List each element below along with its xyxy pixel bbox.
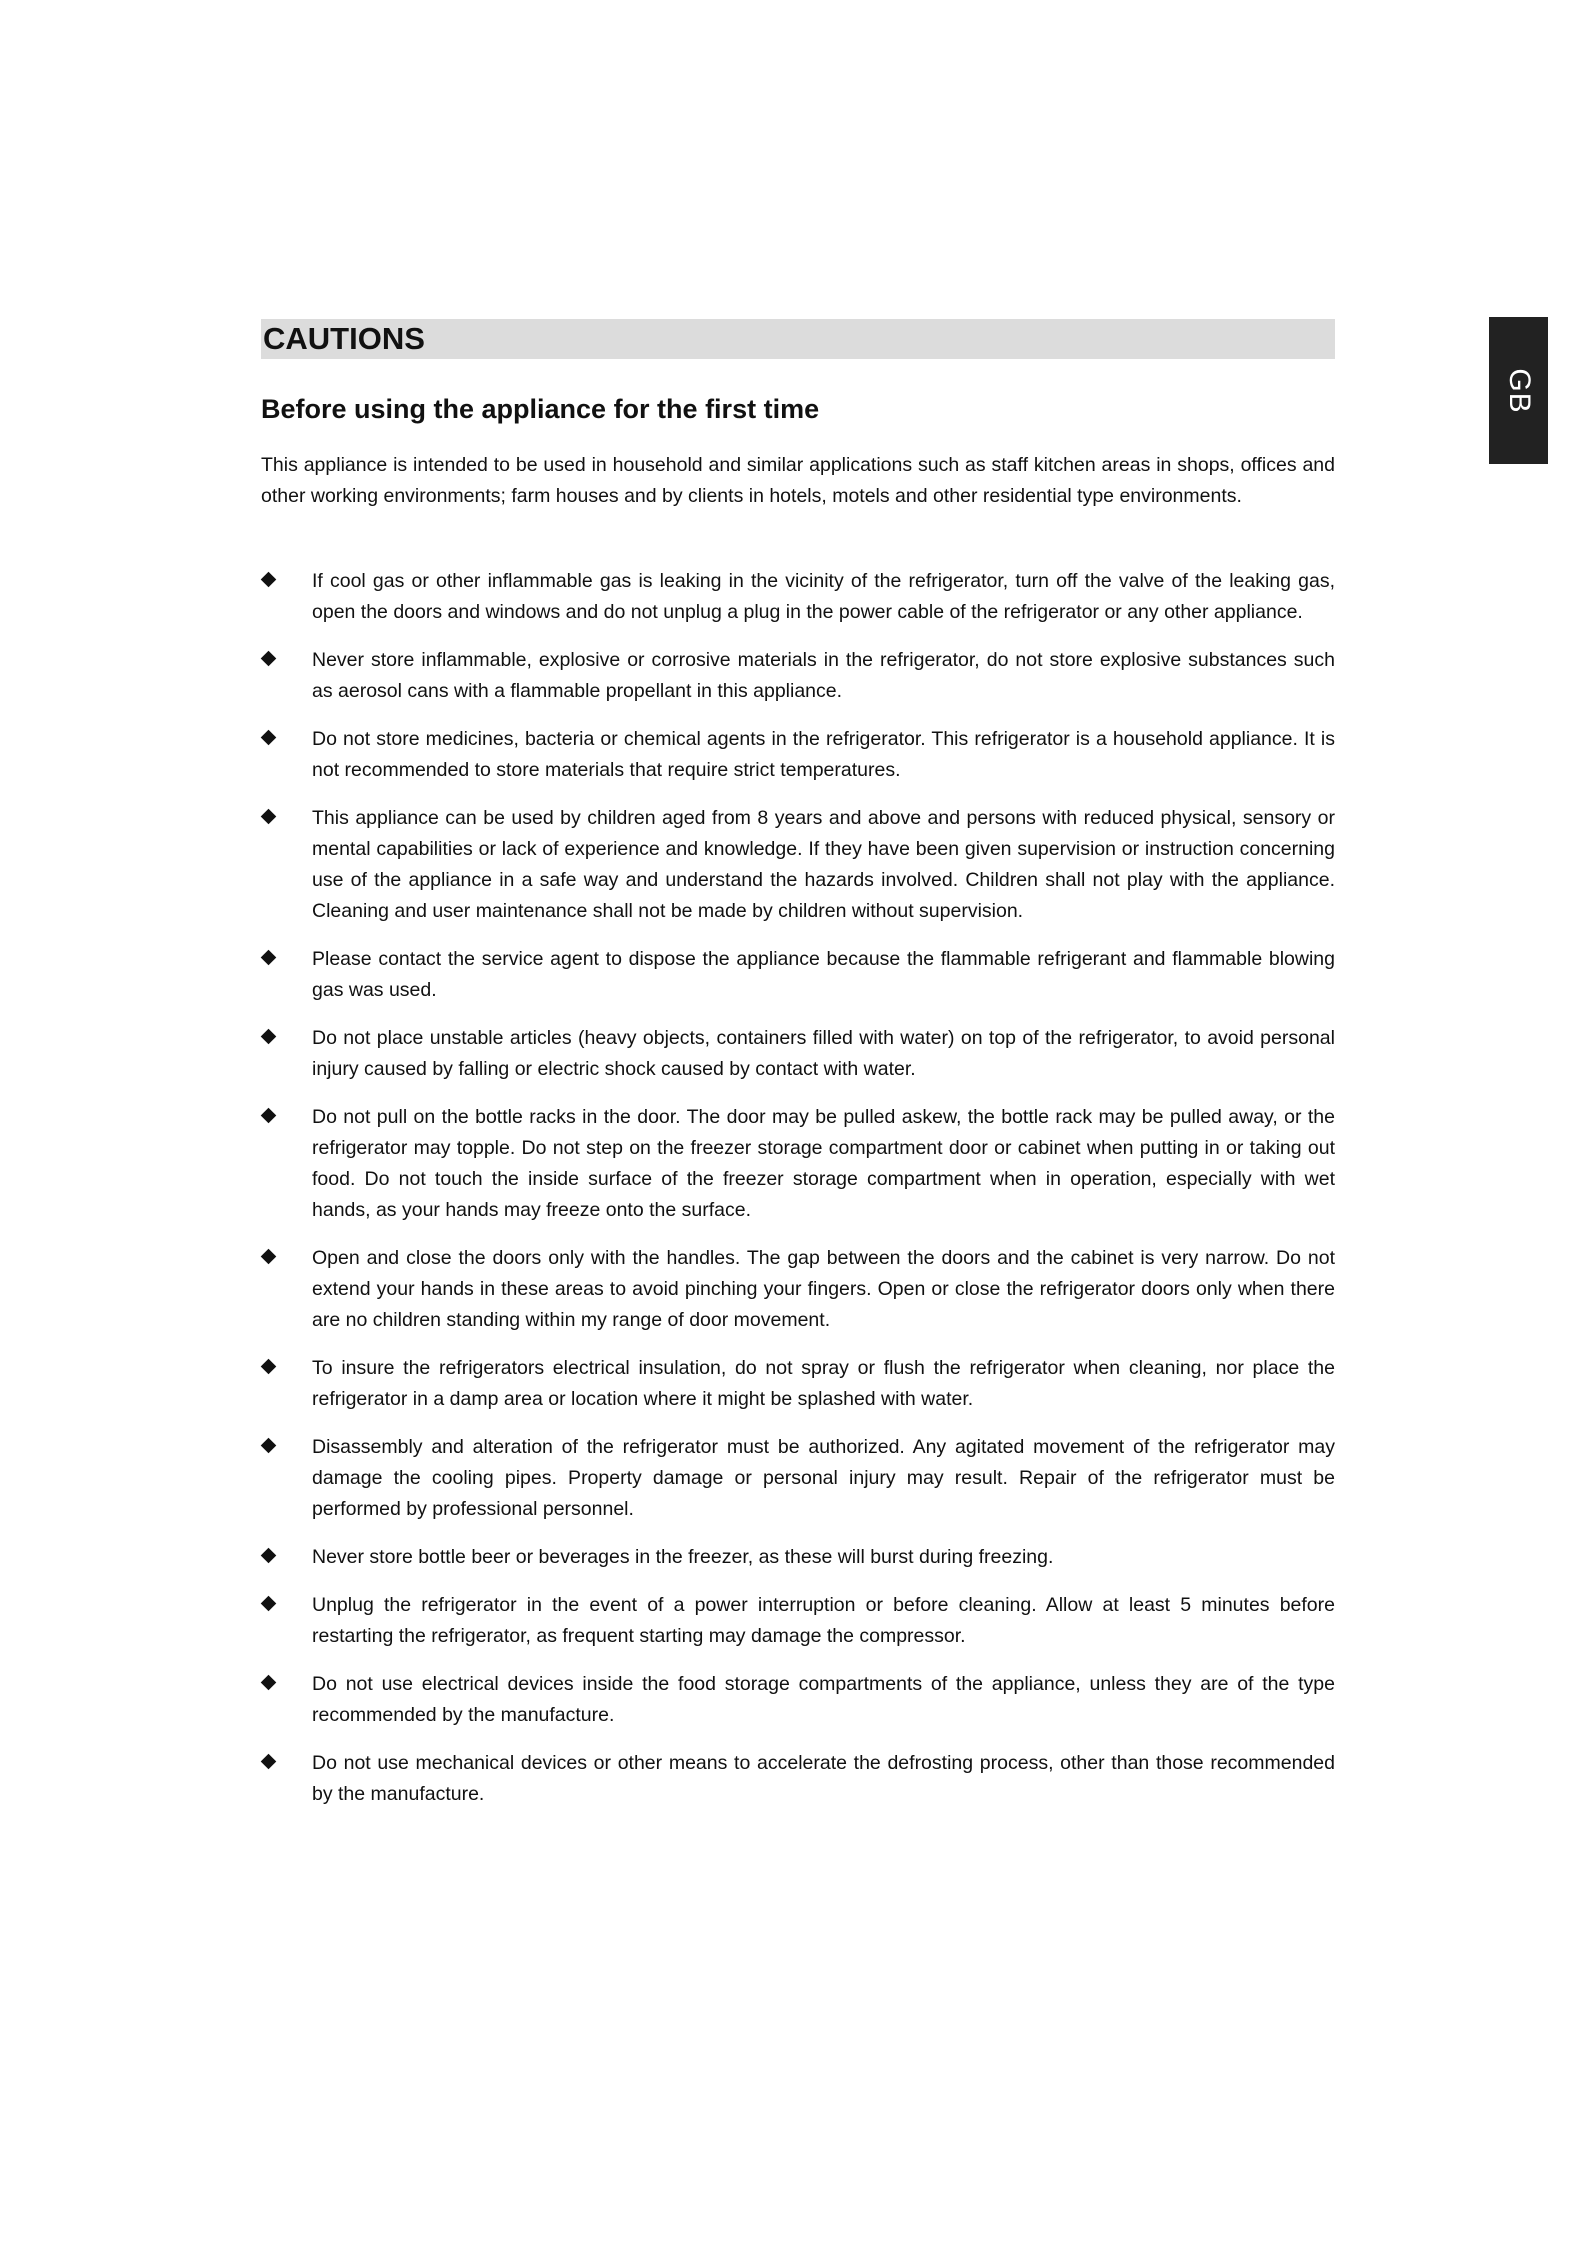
diamond-bullet-icon (261, 1029, 277, 1045)
subheading: Before using the appliance for the first time (261, 394, 820, 424)
caution-text: Do not use electrical devices inside the food storage compartments of the appliance, unless they are of the type recommended by the manufacture. (312, 1673, 1335, 1726)
diamond-bullet-icon (261, 1548, 277, 1564)
caution-item (261, 1432, 1335, 1525)
caution-text: Please contact the service agent to dispose the appliance because the flammable refrigerant and flammable blowing gas was used. (312, 948, 1335, 1001)
diamond-bullet-icon (261, 1249, 277, 1265)
caution-item (261, 944, 1335, 1006)
diamond-bullet-icon (261, 1596, 277, 1612)
diamond-bullet-icon (261, 572, 277, 588)
caution-text: Unplug the refrigerator in the event of a power interruption or before cleaning. Allow at least 5 minutes before restarting the refrigerator, as frequent starting may damage the compressor. (312, 1594, 1335, 1647)
caution-text: Do not use mechanical devices or other means to accelerate the defrosting process, other than those recommended by the manufacture. (312, 1752, 1335, 1805)
caution-item (261, 1023, 1335, 1085)
caution-item (261, 724, 1335, 786)
caution-item (261, 803, 1335, 927)
caution-text: Do not store medicines, bacteria or chemical agents in the refrigerator. This refrigerator is a household appliance. It is not recommended to store materials that require strict temperatures. (312, 728, 1335, 781)
diamond-bullet-icon (261, 1108, 277, 1124)
caution-text: Do not pull on the bottle racks in the door. The door may be pulled askew, the bottle rack may be pulled away, or the refrigerator may topple. Do not step on the freezer storage compartment door or cabinet when putting in or taking out food. Do not touch the inside surface of the freezer storage compartment when in operation, especially with wet hands, as your hands may freeze onto the surface. (312, 1106, 1335, 1221)
caution-item (261, 1102, 1335, 1226)
diamond-bullet-icon (261, 1754, 277, 1770)
caution-item (261, 1590, 1335, 1652)
caution-text: Never store bottle beer or beverages in the freezer, as these will burst during freezing. (312, 1546, 1054, 1568)
intro-paragraph: This appliance is intended to be used in household and similar applications such as staff kitchen areas in shops, offices and other working environments; farm houses and by clients in hotels, motels and other residential type environments. (261, 454, 1335, 507)
diamond-bullet-icon (261, 1359, 277, 1375)
language-tab-label: GB (1502, 367, 1536, 414)
caution-text: To insure the refrigerators electrical insulation, do not spray or flush the refrigerator when cleaning, nor place the refrigerator in a damp area or location where it might be splashed with water. (312, 1357, 1335, 1410)
diamond-bullet-icon (261, 1675, 277, 1691)
section-header-bar (261, 319, 1335, 359)
caution-text: Do not place unstable articles (heavy objects, containers filled with water) on top of the refrigerator, to avoid personal injury caused by falling or electric shock caused by contact with water. (312, 1027, 1335, 1080)
caution-item (261, 1669, 1335, 1731)
caution-item (261, 1748, 1335, 1810)
caution-text: Disassembly and alteration of the refrigerator must be authorized. Any agitated movement of the refrigerator may damage the cooling pipes. Property damage or personal injury may result. Repair of the refrigerator must be performed by professional personnel. (312, 1436, 1335, 1520)
diamond-bullet-icon (261, 730, 277, 746)
diamond-bullet-icon (261, 651, 277, 667)
diamond-bullet-icon (261, 950, 277, 966)
cautions-list (261, 566, 1335, 1827)
caution-text: This appliance can be used by children aged from 8 years and above and persons with reduced physical, sensory or mental capabilities or lack of experience and knowledge. If they have been given supervision or instruction concerning use of the appliance in a safe way and understand the hazards involved. Children shall not play with the appliance. Cleaning and user maintenance shall not be made by children without supervision. (312, 807, 1335, 922)
caution-item (261, 1243, 1335, 1336)
caution-text: If cool gas or other inflammable gas is leaking in the vicinity of the refrigerator, turn off the valve of the leaking gas, open the doors and windows and do not unplug a plug in the power cable of the refrigerator or any other appliance. (312, 570, 1335, 623)
diamond-bullet-icon (261, 809, 277, 825)
caution-item (261, 645, 1335, 707)
diamond-bullet-icon (261, 1438, 277, 1454)
caution-text: Never store inflammable, explosive or corrosive materials in the refrigerator, do not store explosive substances such as aerosol cans with a flammable propellant in this appliance. (312, 649, 1335, 702)
caution-text: Open and close the doors only with the handles. The gap between the doors and the cabinet is very narrow. Do not extend your hands in these areas to avoid pinching your fingers. Open or close the refrigerator doors only when there are no children standing within my range of door movement. (312, 1247, 1335, 1331)
caution-item (261, 566, 1335, 628)
caution-item (261, 1542, 1335, 1573)
caution-item (261, 1353, 1335, 1415)
section-title: CAUTIONS (263, 321, 425, 356)
language-tab (1489, 317, 1548, 464)
